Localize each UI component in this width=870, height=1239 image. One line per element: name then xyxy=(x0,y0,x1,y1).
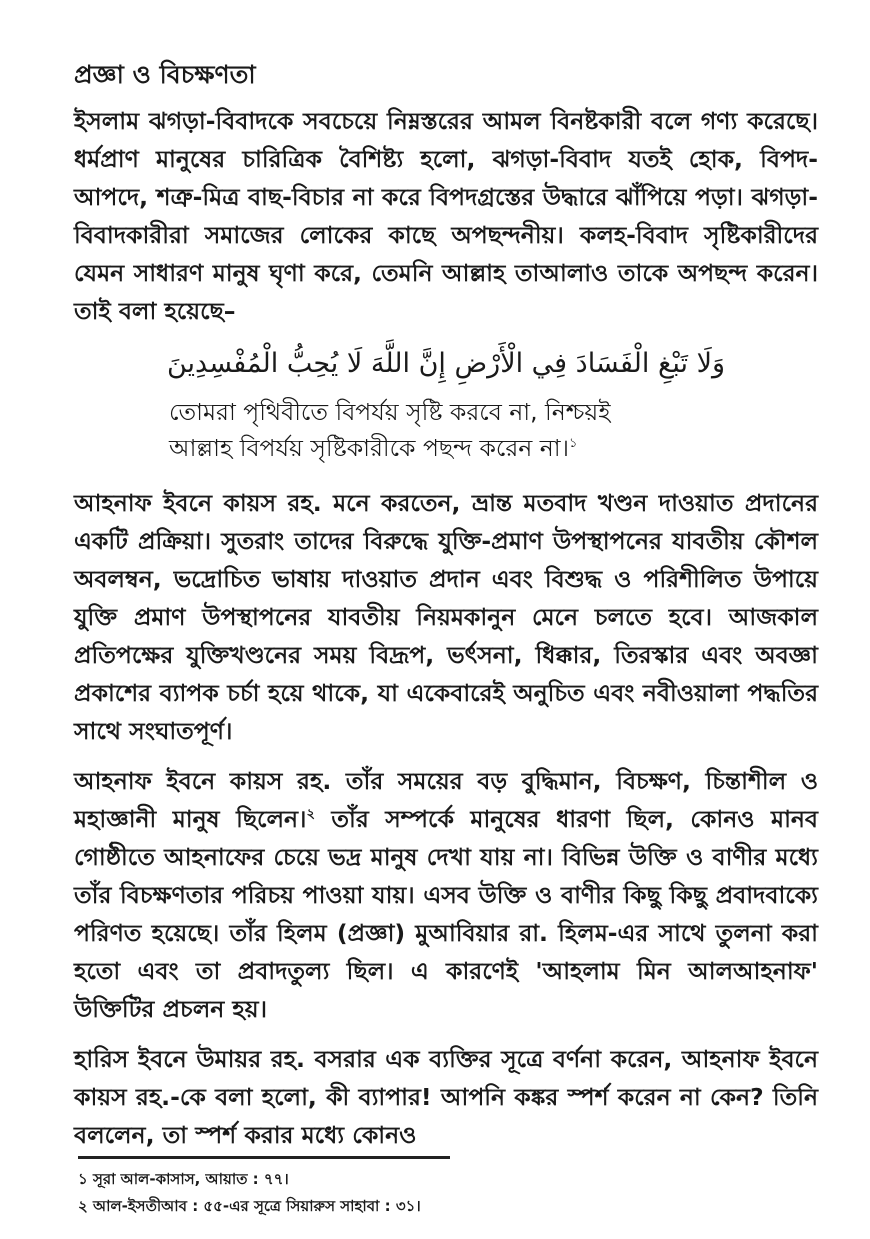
footnote-marker-2: ২ xyxy=(306,807,315,823)
verse-translation xyxy=(169,394,818,466)
footnotes xyxy=(78,1166,798,1220)
translation-line-2 xyxy=(169,430,818,466)
footnote-1: ১ সূরা আল-কাসাস, আয়াত : ৭৭। xyxy=(78,1170,289,1188)
paragraph-4: হারিস ইবনে উমায়র রহ. বসরার এক ব্যক্তির সূত্রে বর্ণনা করেন, আহনাফ ইবনে কায়স রহ.-কে বলা হলো, কী ব্যাপার! আপনি কঙ্কর স্পর্শ করেন না কেন? তিনি বললেন, তা স্পর্শ করার মধ্যে কোনও xyxy=(74,1045,818,1149)
footnote-marker-1: ১ xyxy=(569,436,578,452)
translation-line-1: তোমরা পৃথিবীতে বিপর্যয় সৃষ্টি করবে না, নিশ্চয়ই xyxy=(169,398,611,426)
paragraph-2: আহনাফ ইবনে কায়স রহ. মনে করতেন, ভ্রান্ত মতবাদ খণ্ডন দাওয়াত প্রদানের একটি প্রক্রিয়া। সুতরাং তাদের বিরুদ্ধে যুক্তি-প্রমাণ উপস্থাপনের যাবতীয় কৌশল অবলম্বন, ভদ্রোচিত ভাষায় দাওয়াত প্রদান এবং বিশুদ্ধ ও পরিশীলিত উপায়ে যুক্তি প্রমাণ উপস্থাপনের যাবতীয় নিয়মকানুন মেনে চলতে হবে। আজকাল প্রতিপক্ষের যুক্তিখণ্ডনের সময় বিদ্রূপ, ভর্ৎসনা, ধিক্কার, তিরস্কার এবং অবজ্ঞা প্রকাশের ব্যাপক চর্চা হয়ে থাকে, যা একেবারেই অনুচিত এবং নবীওয়ালা পদ্ধতির সাথে সংঘাতপূর্ণ। xyxy=(74,489,818,745)
section-heading: প্রজ্ঞা ও বিচক্ষণতা xyxy=(74,60,256,89)
footnote-divider xyxy=(78,1156,450,1159)
footnote-2: ২ আল-ইসতীআব : ৫৫-এর সূত্রে সিয়ারুস সাহাবা : ৩১। xyxy=(78,1197,421,1215)
paragraph-3 xyxy=(74,762,818,1028)
paragraph-3-text-a: আহনাফ ইবনে কায়স রহ. তাঁর সময়ের বড় বুদ্ধিমান, বিচক্ষণ, চিন্তাশীল ও মহাজ্ঞানী মানুষ ছিলেন। xyxy=(74,767,818,833)
arabic-verse: وَلَا تَبْغِ الْفَسَادَ فِي الْأَرْضِ إِنَّ اللَّهَ لَا يُحِبُّ الْمُفْسِدِينَ xyxy=(166,348,726,379)
translation-line-2-text: আল্লাহ বিপর্যয় সৃষ্টিকারীকে পছন্দ করেন না। xyxy=(169,434,570,462)
paragraph-1: ইসলাম ঝগড়া-বিবাদকে সবচেয়ে নিম্নস্তরের আমল বিনষ্টকারী বলে গণ্য করেছে। ধর্মপ্রাণ মানুষের চারিত্রিক বৈশিষ্ট্য হলো, ঝগড়া-বিবাদ যতই হোক, বিপদ-আপদে, শত্রু-মিত্র বাছ-বিচার না করে বিপদগ্রস্তের উদ্ধারে ঝাঁপিয়ে পড়া। ঝগড়া-বিবাদকারীরা সমাজের লোকের কাছে অপছন্দনীয়। কলহ-বিবাদ সৃষ্টিকারীদের যেমন সাধারণ মানুষ ঘৃণা করে, তেমনি আল্লাহ তাআলাও তাকে অপছন্দ করেন। তাই বলা হয়েছে– xyxy=(74,107,818,325)
paragraph-3-text-b: তাঁর সম্পর্কে মানুষের ধারণা ছিল, কোনও মানব গোষ্ঠীতে আহনাফের চেয়ে ভদ্র মানুষ দেখা যায় না। বিভিন্ন উক্তি ও বাণীর মধ্যে তাঁর বিচক্ষণতার পরিচয় পাওয়া যায়। এসব উক্তি ও বাণীর কিছু কিছু প্রবাদবাক্যে পরিণত হয়েছে। তাঁর হিলম (প্রজ্ঞা) মুআবিয়ার রা. হিলম-এর সাথে তুলনা করা হতো এবং তা প্রবাদতুল্য ছিল। এ কারণেই 'আহলাম মিন আলআহনাফ' উক্তিটির প্রচলন হয়। xyxy=(74,805,818,1023)
